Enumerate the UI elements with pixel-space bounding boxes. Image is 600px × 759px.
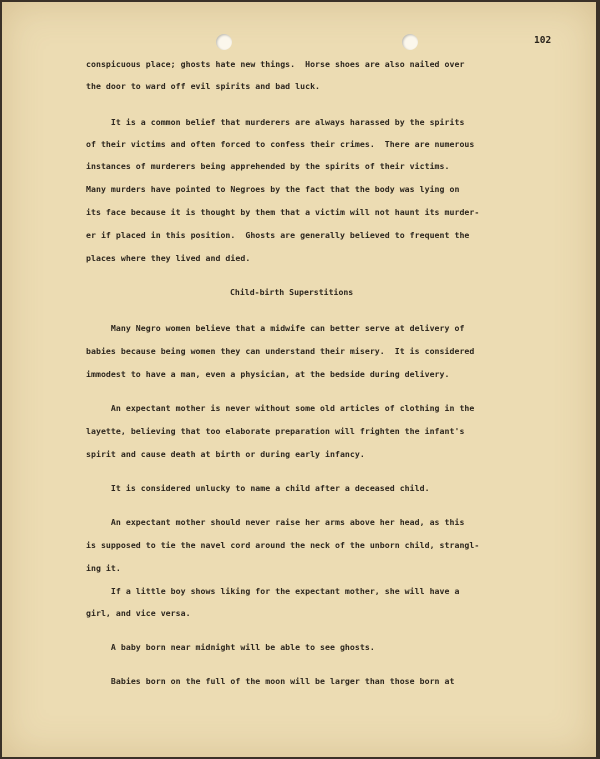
text-line: It is a common belief that murderers are always harassed by the spirits [86,117,465,127]
text-line: the door to ward off evil spirits and bad luck. [86,81,321,91]
text-line: places where they lived and died. [86,253,251,263]
text-line: ing it. [86,563,121,573]
text-line: immodest to have a man, even a physician, at the bedside during delivery. [86,369,450,379]
text-line: An expectant mother should never raise her arms above her head, as this [86,517,465,527]
text-line: layette, believing that too elaborate preparation will frighten the infant's [86,426,465,436]
section-heading: Child-birth Superstitions [230,287,354,297]
text-line: A baby born near midnight will be able to see ghosts. [86,642,375,652]
text-line: Many Negro women believe that a midwife can better serve at delivery of [86,323,465,333]
text-line: its face because it is thought by them that a victim will not haunt its murder- [86,207,480,217]
binder-hole-left [216,34,232,50]
page-number: 102 [534,35,552,46]
text-line: conspicuous place; ghosts hate new things. Horse shoes are also nailed over [86,59,465,69]
text-line: er if placed in this position. Ghosts are generally believed to frequent the [86,230,470,240]
text-line: is supposed to tie the navel cord around the neck of the unborn child, strangl- [86,540,480,550]
text-line: Babies born on the full of the moon will be larger than those born at [86,676,455,686]
text-line: Many murders have pointed to Negroes by the fact that the body was lying on [86,184,460,194]
text-line: girl, and vice versa. [86,608,191,618]
text-line: spirit and cause death at birth or during early infancy. [86,449,365,459]
binder-hole-right [402,34,418,50]
text-line: An expectant mother is never without some old articles of clothing in the [86,403,475,413]
text-line: babies because being women they can understand their misery. It is considered [86,346,475,356]
text-line: It is considered unlucky to name a child after a deceased child. [86,483,430,493]
document-page [2,2,596,757]
text-line: of their victims and often forced to confess their crimes. There are numerous [86,139,475,149]
text-line: instances of murderers being apprehended by the spirits of their victims. [86,161,450,171]
text-line: If a little boy shows liking for the expectant mother, she will have a [86,586,460,596]
